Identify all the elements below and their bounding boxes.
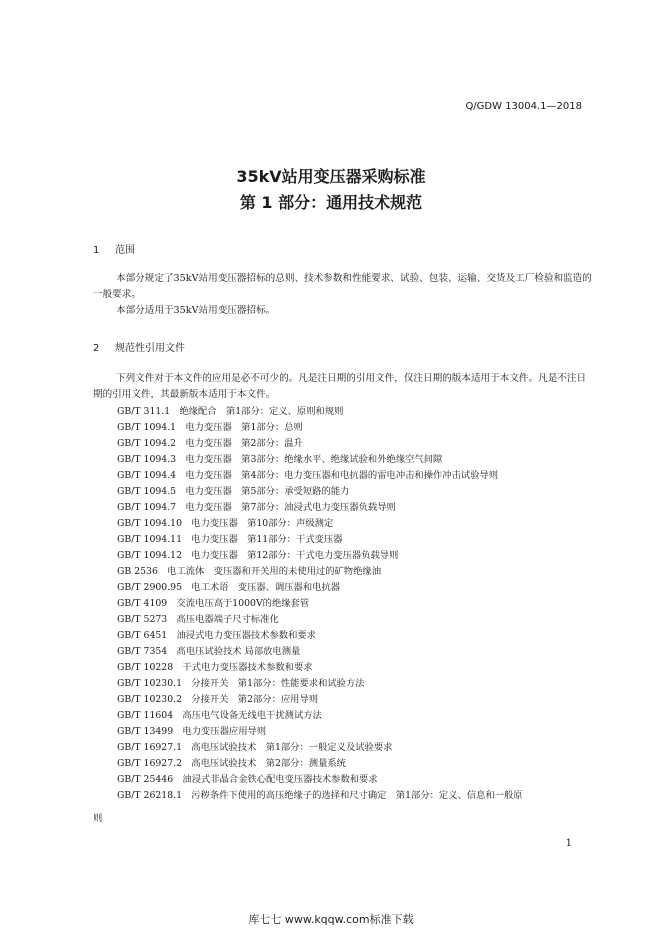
reference-item: GB/T 311.1 绝缘配合 第1部分：定义、原则和规则 [117,406,344,417]
reference-item: GB/T 1094.11 电力变压器 第11部分：干式变压器 [117,534,343,545]
reference-item: GB/T 10228 干式电力变压器技术参数和要求 [117,662,313,673]
section-title: 范围 [115,245,135,256]
reference-item: GB/T 13499 电力变压器应用导则 [117,726,267,737]
section-2-intro: 下列文件对于本文件的应用是必不可少的。凡是注日期的引用文件，仅注日期的版本适用于本文件。凡是不注日期的引用文件，其最新版本适用于本文件。 [93,373,587,400]
section-2-heading [93,339,185,354]
document-subtitle: 第 1 部分：通用技术规范 [239,193,423,212]
reference-item: GB/T 1094.1 电力变压器 第1部分：总则 [117,422,303,433]
reference-item: GB/T 1094.5 电力变压器 第5部分：承受短路的能力 [117,486,350,497]
document-title: 35kV站用变压器采购标准 [236,167,426,186]
reference-continuation: 则 [93,813,103,824]
reference-item: GB/T 11604 高压电气设备无线电干扰测试方法 [117,710,322,721]
reference-item: GB/T 25446 油浸式非晶合金铁心配电变压器技术参数和要求 [117,774,378,785]
section-title: 规范性引用文件 [115,343,185,354]
reference-item: GB/T 1094.2 电力变压器 第2部分：温升 [117,438,303,449]
reference-item: GB/T 1094.10 电力变压器 第10部分：声级测定 [117,518,334,529]
watermark: 库七七 www.kqqw.com标准下载 [248,913,414,926]
section-1-paragraph: 本部分规定了35kV站用变压器招标的总则、技术参数和性能要求、试验、包装、运输、交货及工厂检验和监造的一般要求。 [93,273,592,300]
reference-item: GB/T 1094.7 电力变压器 第7部分：油浸式电力变压器负载导则 [117,502,396,513]
reference-item: GB/T 6451 油浸式电力变压器技术参数和要求 [117,630,316,641]
section-number: 2 [93,343,100,354]
reference-item: GB/T 1094.4 电力变压器 第4部分：电力变压器和电抗器的雷电冲击和操作冲击试验导则 [117,470,499,481]
reference-item: GB/T 5273 高压电器端子尺寸标准化 [117,614,279,625]
section-1-heading [93,241,135,256]
reference-item: GB/T 2900.95 电工术语 变压器、调压器和电抗器 [117,582,341,593]
page-number: 1 [565,838,572,849]
reference-item: GB/T 26218.1 污秽条件下使用的高压绝缘子的选择和尺寸确定 第1部分：定义、信息和一般原 [117,790,523,801]
reference-item: GB/T 16927.2 高电压试验技术 第2部分：测量系统 [117,758,346,769]
section-number: 1 [93,245,100,256]
reference-item: GB/T 1094.12 电力变压器 第12部分：干式电力变压器负载导则 [117,550,399,561]
reference-item: GB/T 16927.1 高电压试验技术 第1部分：一般定义及试验要求 [117,742,393,753]
reference-item: GB/T 1094.3 电力变压器 第3部分：绝缘水平、绝缘试验和外绝缘空气间隙 [117,454,443,465]
reference-item: GB/T 4109 交流电压高于1000V的绝缘套管 [117,598,310,609]
reference-item: GB 2536 电工流体 变压器和开关用的未使用过的矿物绝缘油 [117,566,381,577]
section-1-paragraph-2: 本部分适用于35kV站用变压器招标。 [116,305,276,316]
document-code: Q/GDW 13004.1—2018 [465,101,582,112]
reference-item: GB/T 10230.2 分接开关 第2部分：应用导则 [117,694,319,705]
reference-item: GB/T 10230.1 分接开关 第1部分：性能要求和试验方法 [117,678,365,689]
reference-item: GB/T 7354 高电压试验技术 局部放电测量 [117,646,301,657]
